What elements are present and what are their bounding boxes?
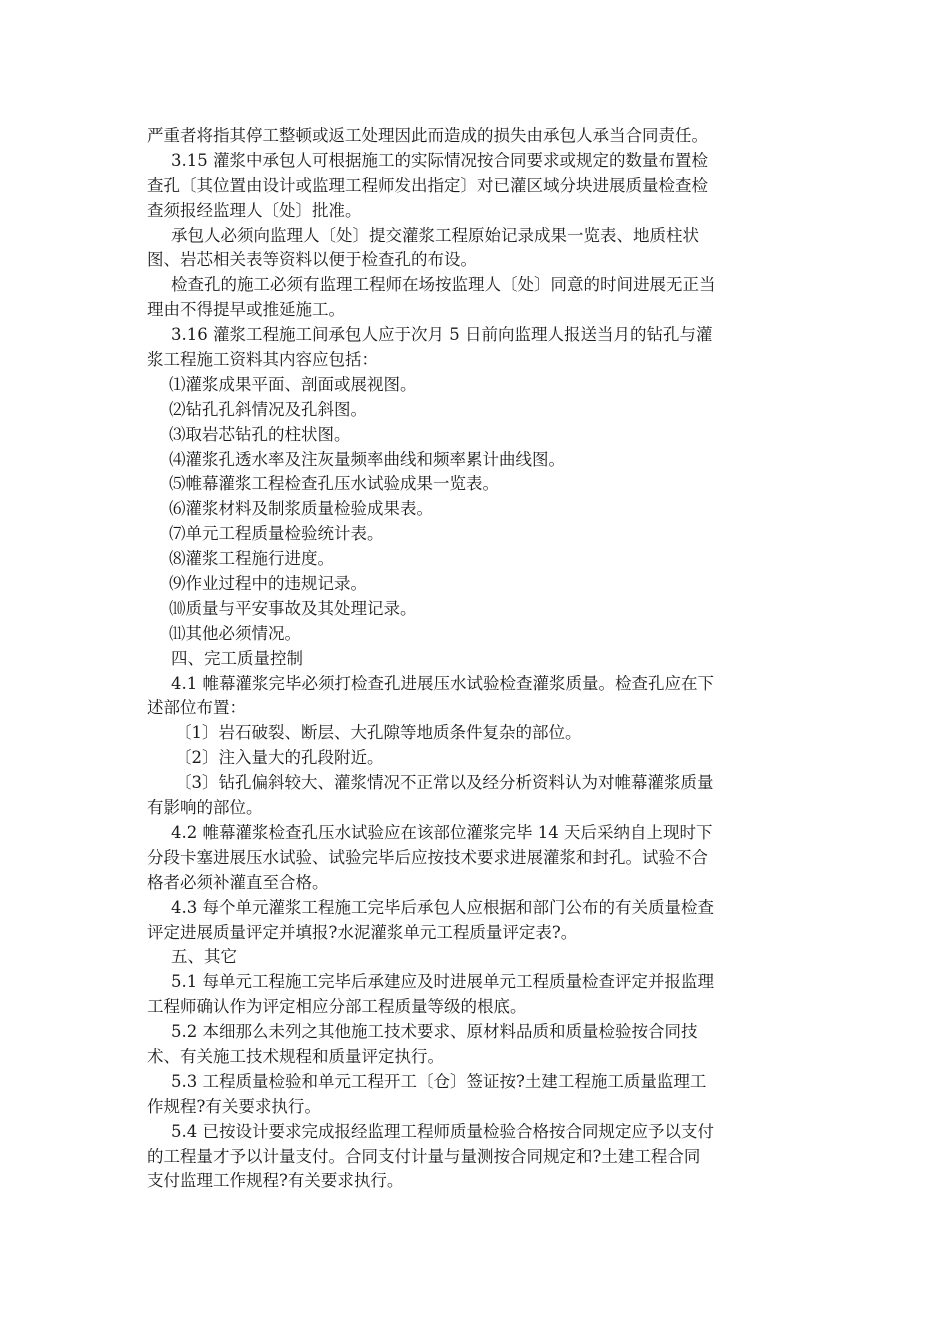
text-line: 查须报经监理人〔处〕批准。 (147, 200, 362, 220)
text-line: 有影响的部位。 (147, 798, 263, 818)
text-line: ⑶取岩芯钻孔的柱状图。 (169, 424, 351, 444)
text-line: 分段卡塞进展压水试验、试验完毕后应按技术要求进展灌浆和封孔。试验不合 (147, 847, 708, 867)
text-line: 术、有关施工技术规程和质量评定执行。 (147, 1046, 444, 1066)
text-line: 格者必须补灌直至合格。 (147, 872, 329, 892)
text-line: ⑸帷幕灌浆工程检查孔压水试验成果一览表。 (169, 474, 499, 494)
text-line: 承包人必须向监理人〔处〕提交灌浆工程原始记录成果一览表、地质柱状 (171, 225, 699, 245)
text-line: 图、岩芯相关表等资料以便于检查孔的布设。 (147, 250, 477, 270)
text-line: 3.15 灌浆中承包人可根据施工的实际情况按合同要求或规定的数量布置检 (171, 150, 708, 170)
text-line: 〔1〕岩石破裂、断层、大孔隙等地质条件复杂的部位。 (175, 723, 582, 743)
text-line: 5.1 每单元工程施工完毕后承建应及时进展单元工程质量检查评定并报监理 (171, 972, 714, 992)
text-line: 5.4 已按设计要求完成报经监理工程师质量检验合格按合同规定应予以支付 (171, 1121, 714, 1141)
text-line: ⑺单元工程质量检验统计表。 (169, 524, 384, 544)
text-line: 支付监理工作规程?有关要求执行。 (147, 1171, 404, 1191)
text-line: 作规程?有关要求执行。 (147, 1096, 321, 1116)
text-line: 浆工程施工资料其内容应包括： (147, 350, 378, 370)
text-line: 工程师确认作为评定相应分部工程质量等级的根底。 (147, 997, 527, 1017)
text-line: 4.1 帷幕灌浆完毕必须打检查孔进展压水试验检查灌浆质量。检查孔应在下 (171, 673, 714, 693)
text-line: ⑼作业过程中的违规记录。 (169, 574, 367, 594)
text-line: 述部位布置： (147, 698, 246, 718)
text-line: 四、完工质量控制 (171, 648, 303, 668)
text-line: 理由不得提早或推延施工。 (147, 300, 345, 320)
text-line: 3.16 灌浆工程施工间承包人应于次月 5 日前向监理人报送当月的钻孔与灌 (171, 325, 713, 345)
text-line: ⑷灌浆孔透水率及注灰量频率曲线和频率累计曲线图。 (169, 449, 565, 469)
text-line: ⑴灌浆成果平面、剖面或展视图。 (169, 374, 417, 394)
text-line: 5.3 工程质量检验和单元工程开工〔仓〕签证按?土建工程施工质量监理工 (171, 1071, 707, 1091)
text-line: 五、其它 (171, 947, 237, 967)
text-line: ⑻灌浆工程施行进度。 (169, 549, 334, 569)
text-line: 4.3 每个单元灌浆工程施工完毕后承包人应根据和部门公布的有关质量检查 (171, 897, 714, 917)
text-line: 评定进展质量评定并填报?水泥灌浆单元工程质量评定表?。 (147, 922, 578, 942)
text-line: 〔2〕注入量大的孔段附近。 (175, 748, 384, 768)
text-line: 严重者将指其停工整顿或返工处理因此而造成的损失由承包人承当合同责任。 (147, 126, 708, 145)
text-line: 的工程量才予以计量支付。合同支付计量与量测按合同规定和?土建工程合同 (147, 1146, 701, 1166)
text-line: ⑾其他必须情况。 (169, 623, 301, 643)
text-line: 查孔〔其位置由设计或监理工程师发出指定〕对已灌区域分块进展质量检查检 (147, 175, 708, 195)
text-line: 检查孔的施工必须有监理工程师在场按监理人〔处〕同意的时间进展无正当 (171, 275, 716, 295)
text-line: ⑹灌浆材料及制浆质量检验成果表。 (169, 499, 433, 519)
text-line: ⑵钻孔孔斜情况及孔斜图。 (169, 399, 367, 419)
text-line: ⑽质量与平安事故及其处理记录。 (169, 598, 417, 618)
text-line: 5.2 本细那么未列之其他施工技术要求、原材料品质和质量检验按合同技 (171, 1022, 698, 1042)
text-line: 〔3〕钻孔偏斜较大、灌浆情况不正常以及经分析资料认为对帷幕灌浆质量 (175, 773, 714, 793)
text-line: 4.2 帷幕灌浆检查孔压水试验应在该部位灌浆完毕 14 天后采纳自上现时下 (171, 822, 713, 842)
document-body (147, 124, 807, 1194)
